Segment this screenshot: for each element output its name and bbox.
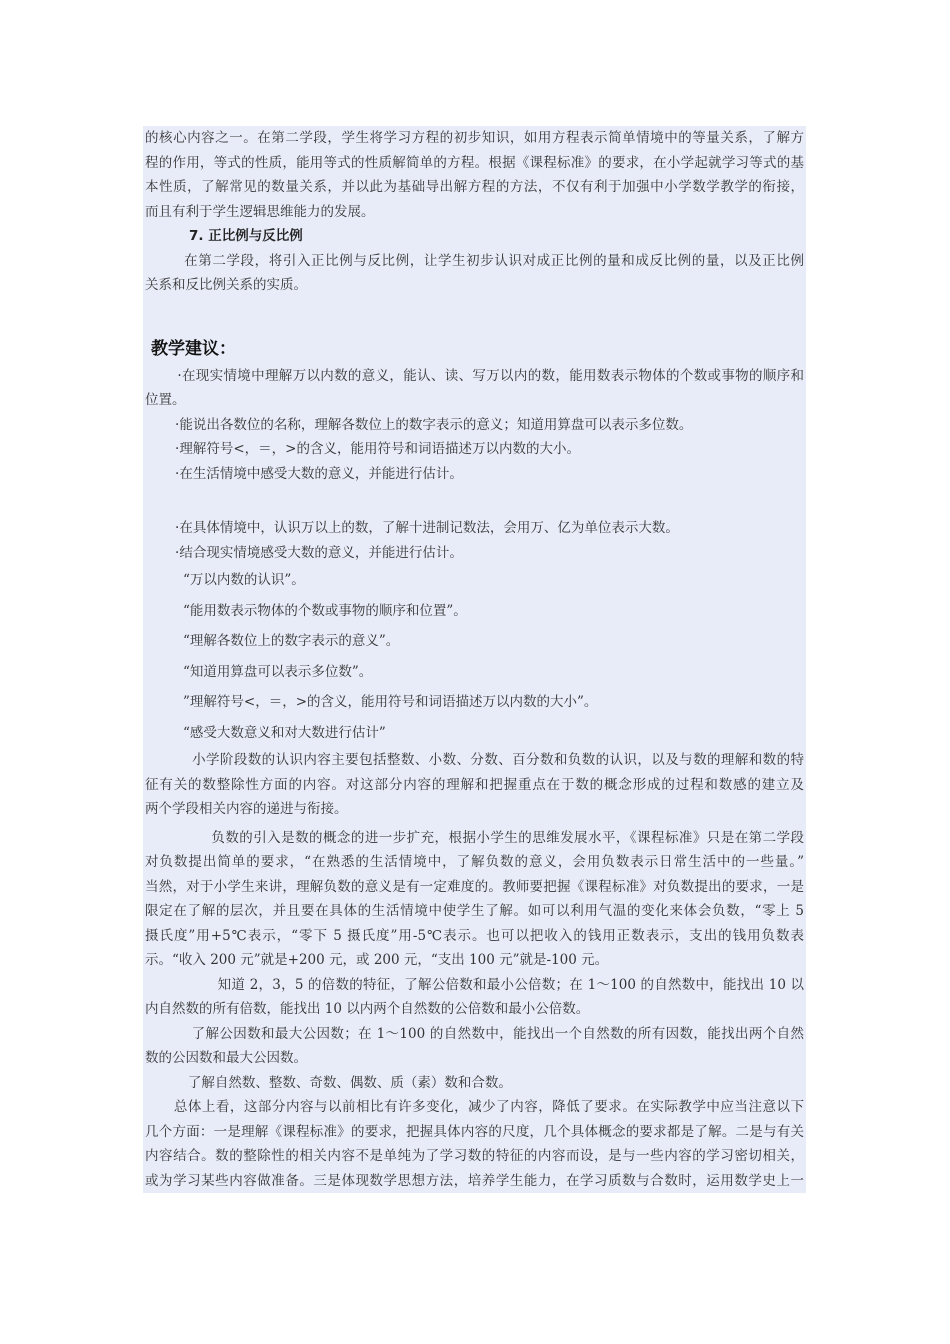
- text-line: 的核心内容之一。在第二学段，学生将学习方程的初步知识，如用方程表示简单情境中的等量关系，了解方: [145, 130, 804, 146]
- paragraph-equations: [145, 126, 804, 224]
- text-line: ·在具体情境中，认识万以上的数，了解十进制记数法，会用万、亿为单位表示大数。: [145, 520, 679, 536]
- paragraph-number-concepts: [145, 748, 804, 822]
- text-line: 总体上看，这部分内容与以前相比有许多变化，减少了内容，降低了要求。在实际教学中应当注意以下: [145, 1099, 804, 1115]
- text-line: ·能说出各数位的名称，理解各数位上的数字表示的意义；知道用算盘可以表示多位数。: [145, 416, 693, 433]
- text-line: 本性质，了解常见的数量关系，并以此为基础导出解方程的方法，不仅有利于加强中小学数学教学的衔接，: [145, 179, 804, 195]
- paragraph-multiples: [145, 973, 804, 1022]
- text-line: 了解公因数和最大公因数；在 1～100 的自然数中，能找出一个自然数的所有因数，能找出两个自然: [145, 1025, 804, 1042]
- bullet-item: [145, 516, 804, 541]
- document-body: [143, 126, 806, 1193]
- bullet-item: [145, 462, 804, 487]
- text-line: ·结合现实情境感受大数的意义，并能进行估计。: [145, 544, 463, 561]
- paragraph-factors: [145, 1022, 804, 1071]
- text-line: 示。“收入 200 元”就是+200 元，或 200 元，“支出 100 元”就是-100 元。: [145, 952, 609, 968]
- paragraph-proportion: [145, 249, 804, 298]
- text-line: 内容结合。数的整除性的相关内容不是单纯为了学习数的特征的内容而设，是与一些内容的学习密切相关，: [145, 1148, 804, 1164]
- text-line: ·理解符号<，＝，>的含义，能用符号和词语描述万以内数的大小。: [145, 441, 580, 457]
- quoted-item: “能用数表示物体的个数或事物的顺序和位置”。: [183, 602, 467, 619]
- text-line: 关系和反比例关系的实质。: [145, 277, 307, 293]
- subsection-heading: 7. 正比例与反比例: [189, 228, 303, 244]
- text-line: 了解自然数、整数、奇数、偶数、质（素）数和合数。: [145, 1074, 512, 1091]
- text-line: 征有关的数整除性方面的内容。对这部分内容的理解和把握重点在于数的概念形成的过程和数感的建立及: [145, 776, 804, 793]
- bullet-item: [145, 437, 804, 462]
- paragraph-summary: [145, 1095, 804, 1193]
- section-heading-teaching-advice: 教学建议：: [151, 338, 236, 359]
- text-line: 内自然数的所有倍数，能找出 10 以内两个自然数的公倍数和最小公倍数。: [145, 1001, 590, 1017]
- text-line: 负数的引入是数的概念的进一步扩充，根据小学生的思维发展水平，《课程标准》只是在第二学段: [145, 829, 804, 846]
- bullet-item: [145, 413, 804, 438]
- text-line: 对负数提出简单的要求，“在熟悉的生活情境中，了解负数的意义，会用负数表示日常生活中的一些量。”: [145, 854, 804, 870]
- quoted-item: “万以内数的认识”。: [183, 572, 305, 588]
- paragraph-number-types: [145, 1071, 804, 1096]
- quoted-item: “知道用算盘可以表示多位数”。: [183, 663, 373, 680]
- bullet-item: [145, 364, 804, 413]
- text-line: 程的作用，等式的性质，能用等式的性质解简单的方程。根据《课程标准》的要求，在小学起就学习等式的基: [145, 154, 804, 171]
- paragraph-negative-numbers: [145, 826, 804, 973]
- text-line: 而且有利于学生逻辑思维能力的发展。: [145, 203, 375, 220]
- quoted-item: ”理解符号<，＝，>的含义，能用符号和词语描述万以内数的大小”。: [183, 694, 598, 710]
- text-line: 数的公因数和最大公因数。: [145, 1050, 307, 1066]
- text-line: 小学阶段数的认识内容主要包括整数、小数、分数、百分数和负数的认识，以及与数的理解和数的特: [145, 752, 804, 768]
- text-line: 位置。: [145, 392, 186, 408]
- text-line: 知道 2，3，5 的倍数的特征，了解公倍数和最小公倍数；在 1～100 的自然数中，能找出 10 以: [145, 976, 804, 993]
- text-line: 限定在了解的层次，并且要在具体的生活情境中使学生了解。如可以利用气温的变化来体会负数，“零上 5: [145, 903, 804, 919]
- quoted-item: “理解各数位上的数字表示的意义”。: [183, 633, 400, 649]
- bullet-item: [145, 541, 804, 566]
- text-line: 当然，对于小学生来讲，理解负数的意义是有一定难度的。教师要把握《课程标准》对负数提出的要求，一是: [145, 878, 804, 895]
- text-line: 或为学习某些内容做准备。三是体现数学思想方法，培养学生能力，在学习质数与合数时，运用数学史上一: [145, 1172, 804, 1189]
- text-line: 几个方面：一是理解《课程标准》的要求，把握具体内容的尺度，几个具体概念的要求都是了解。二是与有关: [145, 1123, 804, 1140]
- text-line: 两个学段相关内容的递进与衔接。: [145, 801, 348, 817]
- text-line: 在第二学段，将引入正比例与反比例，让学生初步认识对成正比例的量和成反比例的量，以及正比例: [145, 252, 804, 269]
- text-line: ·在生活情境中感受大数的意义，并能进行估计。: [145, 465, 463, 482]
- text-line: ·在现实情境中理解万以内数的意义，能认、读、写万以内的数，能用数表示物体的个数或事物的顺序和: [145, 367, 804, 384]
- quoted-item: “感受大数意义和对大数进行估计”: [183, 724, 386, 741]
- text-line: 摄氏度”用+5℃表示，“零下 5 摄氏度”用-5℃表示。也可以把收入的钱用正数表示，支出的钱用负数表: [145, 927, 804, 944]
